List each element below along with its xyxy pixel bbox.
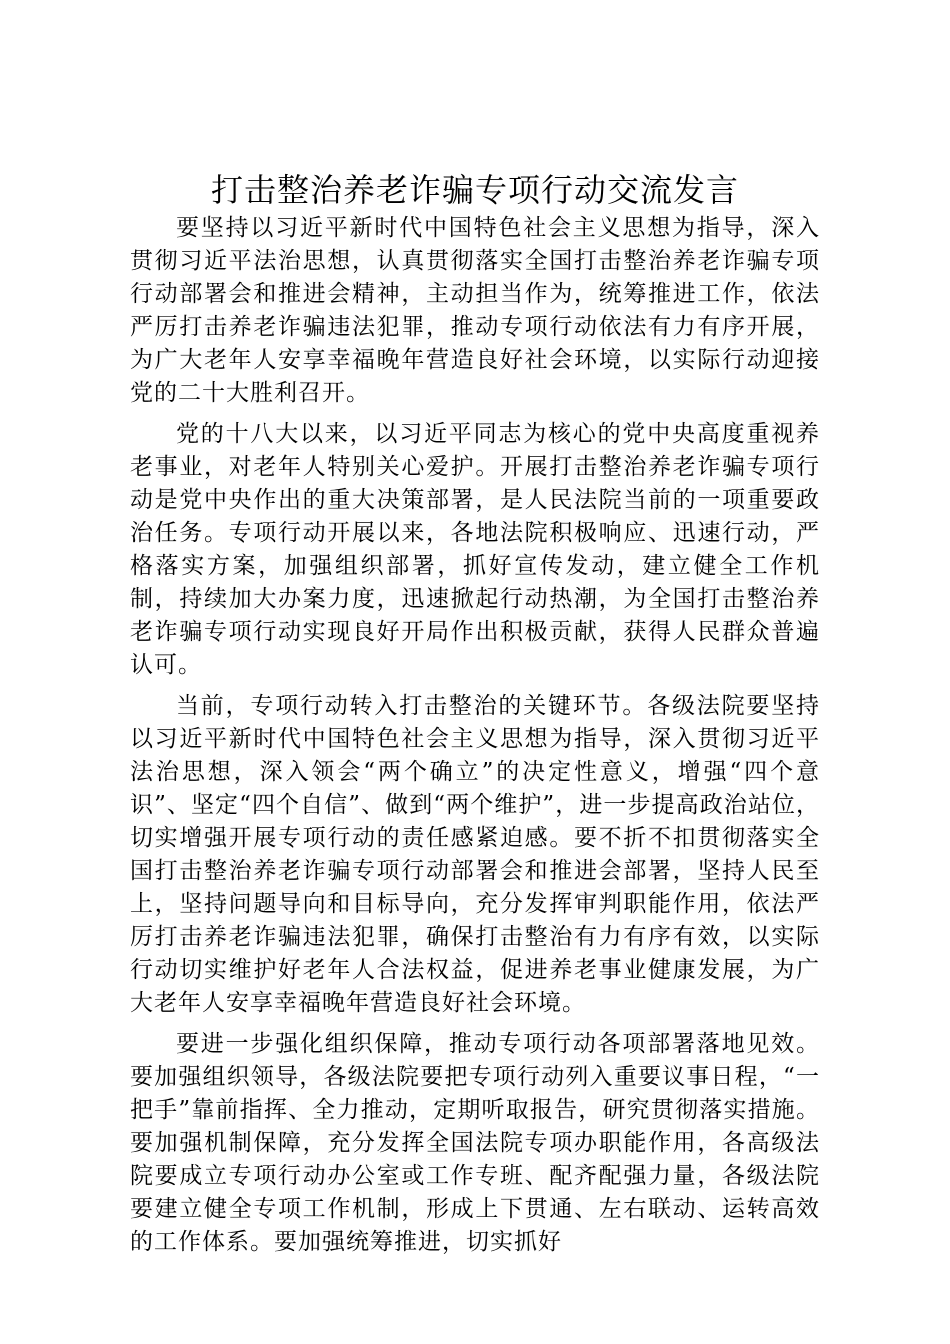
paragraph-3: 当前，专项行动转入打击整治的关键环节。各级法院要坚持以习近平新时代中国特色社会主义思想为指导，深入贯彻习近平法治思想，深入领会“两个确立”的决定性意义，增强“四个意识”、坚定“四个自信”、做到“两个维护”，进一步提高政治站位，切实增强开展专项行动的责任感紧迫感。要不折不扣贯彻落实全国打击整治养老诈骗专项行动部署会和推进会部署，坚持人民至上，坚持问题导向和目标导向，充分发挥审判职能作用，依法严厉打击养老诈骗违法犯罪，确保打击整治有力有序有效，以实际行动切实维护好老年人合法权益，促进养老事业健康发展，为广大老年人安享幸福晚年营造良好社会环境。 [130,693,820,1016]
paragraph-2: 党的十八大以来，以习近平同志为核心的党中央高度重视养老事业，对老年人特别关心爱护。开展打击整治养老诈骗专项行动是党中央作出的重大决策部署，是人民法院当前的一项重要政治任务。专项行动开展以来，各地法院积极响应、迅速行动，严格落实方案，加强组织部署，抓好宣传发动，建立健全工作机制，持续加大办案力度，迅速掀起行动热潮，为全国打击整治养老诈骗专项行动实现良好开局作出积极贡献，获得人民群众普遍认可。 [130,421,820,678]
paragraph-4: 要进一步强化组织保障，推动专项行动各项部署落地见效。要加强组织领导，各级法院要把专项行动列入重要议事日程，“一把手”靠前指挥、全力推动，定期听取报告，研究贯彻落实措施。要加强机制保障，充分发挥全国法院专项办职能作用，各高级法院要成立专项行动办公室或工作专班、配齐配强力量，各级法院要建立健全专项工作机制，形成上下贯通、左右联动、运转高效的工作体系。要加强统筹推进，切实抓好 [130,1031,820,1255]
paragraph-1: 要坚持以习近平新时代中国特色社会主义思想为指导，深入贯彻习近平法治思想，认真贯彻落实全国打击整治养老诈骗专项行动部署会和推进会精神，主动担当作为，统筹推进工作，依法严厉打击养老诈骗违法犯罪，推动专项行动依法有力有序开展，为广大老年人安享幸福晚年营造良好社会环境，以实际行动迎接党的二十大胜利召开。 [130,215,820,406]
document-body [130,168,820,1259]
document-title: 打击整治养老诈骗专项行动交流发言 [210,171,739,209]
